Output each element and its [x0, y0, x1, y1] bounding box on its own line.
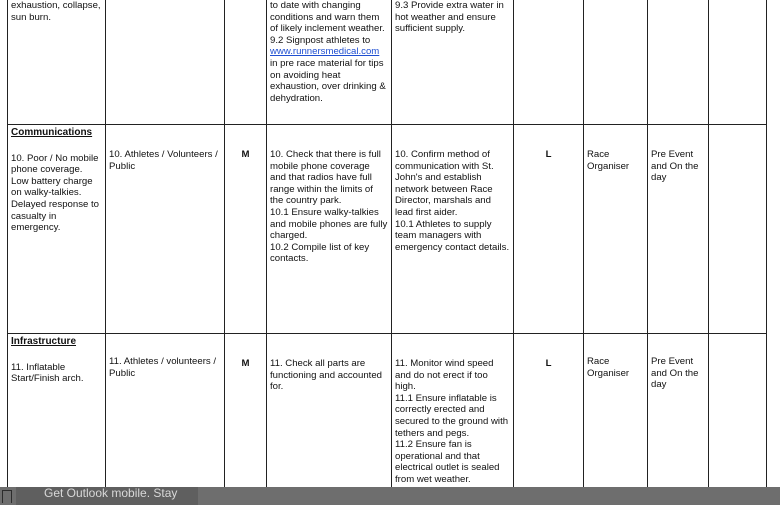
promo-message: Get Outlook mobile. Stay	[44, 487, 178, 500]
actions-cell: 9.3 Provide extra water in hot weather and ensure sufficient supply.	[392, 0, 514, 125]
actions-cell: 10. Confirm method of communication with St. John's and establish network between Race Director, marshals and lead first aider. 10.1 Athletes to supply team managers with emergency contact details.	[392, 125, 514, 334]
risk-assessment-table	[7, 0, 767, 487]
controls-cell: to date with changing conditions and warn them of likely inclement weather. 9.2 Signpost athletes to www.runnersmedical.com in pre race material for tips on avoiding heat exhaustion, over drinking & dehydration.	[267, 0, 392, 125]
outlook-promo-bar	[0, 487, 780, 505]
table-row	[8, 0, 767, 125]
extra-cell	[709, 0, 767, 125]
hazard-cell: Infrastructure 11. Inflatable Start/Finish arch.	[8, 334, 106, 488]
section-heading: Infrastructure	[11, 336, 77, 347]
runnersmedical-link[interactable]: www.runnersmedical.com	[270, 46, 380, 58]
who-cell	[106, 0, 225, 125]
when-cell: Pre Event and On the day	[648, 125, 709, 334]
section-heading: Communications	[11, 127, 93, 138]
hazard-cell: Communications 10. Poor / No mobile phone coverage. Low battery charge on walky-talkies. Delayed response to casualty in emergency.	[8, 125, 106, 334]
table-row	[8, 125, 767, 334]
owner-cell: Race Organiser	[584, 334, 648, 488]
risk-cell: M	[225, 125, 267, 334]
owner-cell	[584, 0, 648, 125]
controls-cell: 11. Check all parts are functioning and accounted for.	[267, 334, 392, 488]
risk-cell	[225, 0, 267, 125]
controls-cell: 10. Check that there is full mobile phone coverage and that radios have full range within the limits of the country park. 10.1 Ensure walky-talkies and mobile phones are fully charged. 10.2 Compile list of key contacts.	[267, 125, 392, 334]
residual-cell: L	[514, 125, 584, 334]
risk-cell: M	[225, 334, 267, 488]
extra-cell	[709, 334, 767, 488]
who-cell: 10. Athletes / Volunteers / Public	[106, 125, 225, 334]
expand-icon[interactable]	[2, 490, 12, 503]
promo-panel[interactable]	[16, 487, 198, 505]
actions-cell: 11. Monitor wind speed and do not erect if too high. 11.1 Ensure inflatable is correctly erected and secured to the ground with tethers and pegs. 11.2 Ensure fan is operational and that electrical outlet is sealed from wet weather.	[392, 334, 514, 488]
when-cell	[648, 0, 709, 125]
residual-cell	[514, 0, 584, 125]
hazard-cell: exhaustion, collapse, sun burn.	[8, 0, 106, 125]
table-row	[8, 334, 767, 488]
when-cell: Pre Event and On the day	[648, 334, 709, 488]
owner-cell: Race Organiser	[584, 125, 648, 334]
residual-cell: L	[514, 334, 584, 488]
extra-cell	[709, 125, 767, 334]
who-cell: 11. Athletes / volunteers / Public	[106, 334, 225, 488]
